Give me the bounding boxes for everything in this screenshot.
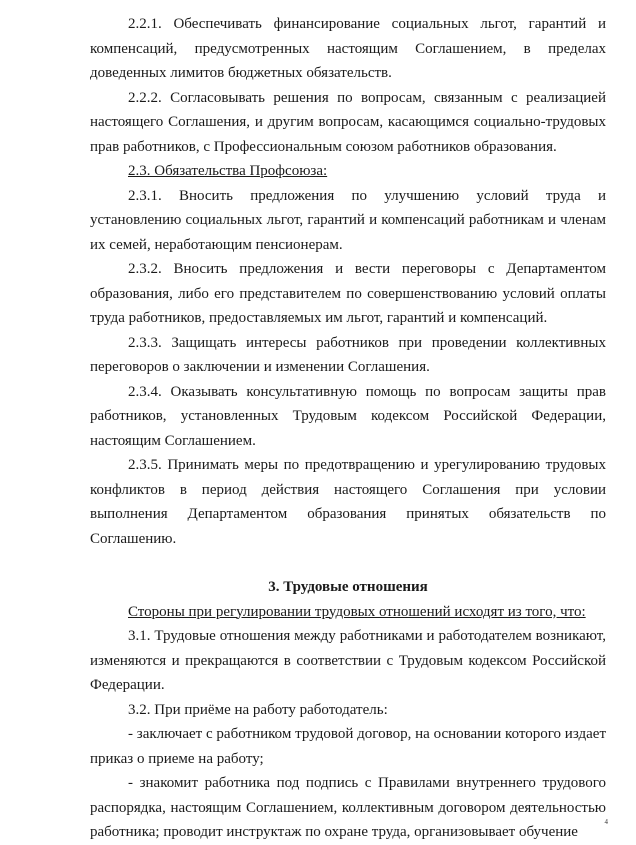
page-number: 4 — [604, 818, 608, 826]
union-obligations-heading: 2.3. Обязательства Профсоюза: — [128, 163, 328, 179]
section-gap — [90, 551, 606, 575]
paragraph-3-1: 3.1. Трудовые отношения между работниками и работодателем возникают, изменяются и прекращаются в соответствии с Трудовым кодексом Российской Федерации. — [90, 628, 606, 693]
paragraph-2-3 — [90, 159, 606, 184]
section-3-heading: 3. Трудовые отношения — [268, 579, 428, 595]
paragraph-parties-intro — [90, 600, 606, 625]
paragraph-2-3-5: 2.3.5. Принимать меры по предотвращению и урегулированию трудовых конфликтов в период действия настоящего Соглашения при условии выполнения Департаментом образования принятых обязательств по Соглашению. — [90, 457, 606, 547]
paragraph-2-3-2: 2.3.2. Вносить предложения и вести переговоры с Департаментом образования, либо его представителем по совершенствованию условий оплаты труда работников, предоставляемых им льгот, гарантий и компенсаций. — [90, 261, 606, 326]
paragraph-2-3-3: 2.3.3. Защищать интересы работников при проведении коллективных переговоров о заключении и изменении Соглашения. — [90, 334, 606, 375]
paragraph-3-2-item-1: - заключает с работником трудовой договор, на основании которого издает приказ о приеме на работу; — [90, 726, 606, 767]
parties-intro-text: Стороны при регулировании трудовых отношений исходят из того, что: — [128, 603, 586, 620]
paragraph-3-2: 3.2. При приёме на работу работодатель: — [128, 701, 388, 718]
paragraph-2-2-1: 2.2.1. Обеспечивать финансирование социальных льгот, гарантий и компенсаций, предусмотренных настоящим Соглашением, в пределах доведенных лимитов бюджетных обязательств. — [90, 16, 606, 81]
document-page — [90, 12, 606, 845]
paragraph-2-3-4: 2.3.4. Оказывать консультативную помощь по вопросам защиты прав работников, установленных Трудовым кодексом Российской Федерации, настоящим Соглашением. — [90, 383, 606, 449]
paragraph-2-2-2: 2.2.2. Согласовывать решения по вопросам, связанным с реализацией настоящего Соглашения, и другим вопросам, касающимся социально-трудовых прав работников, с Профессиональным союзом работников образования. — [90, 89, 606, 155]
paragraph-3-2-item-2: - знакомит работника под подпись с Правилами внутреннего трудового распорядка, настоящим Соглашением, коллективным договором деятельностью работника; проводит инструктаж по охране труда, организовывает обучение — [90, 775, 606, 840]
paragraph-2-3-1: 2.3.1. Вносить предложения по улучшению условий труда и установлению социальных льгот, гарантий и компенсаций работникам и членам их семей, неработающим пенсионерам. — [90, 187, 606, 253]
